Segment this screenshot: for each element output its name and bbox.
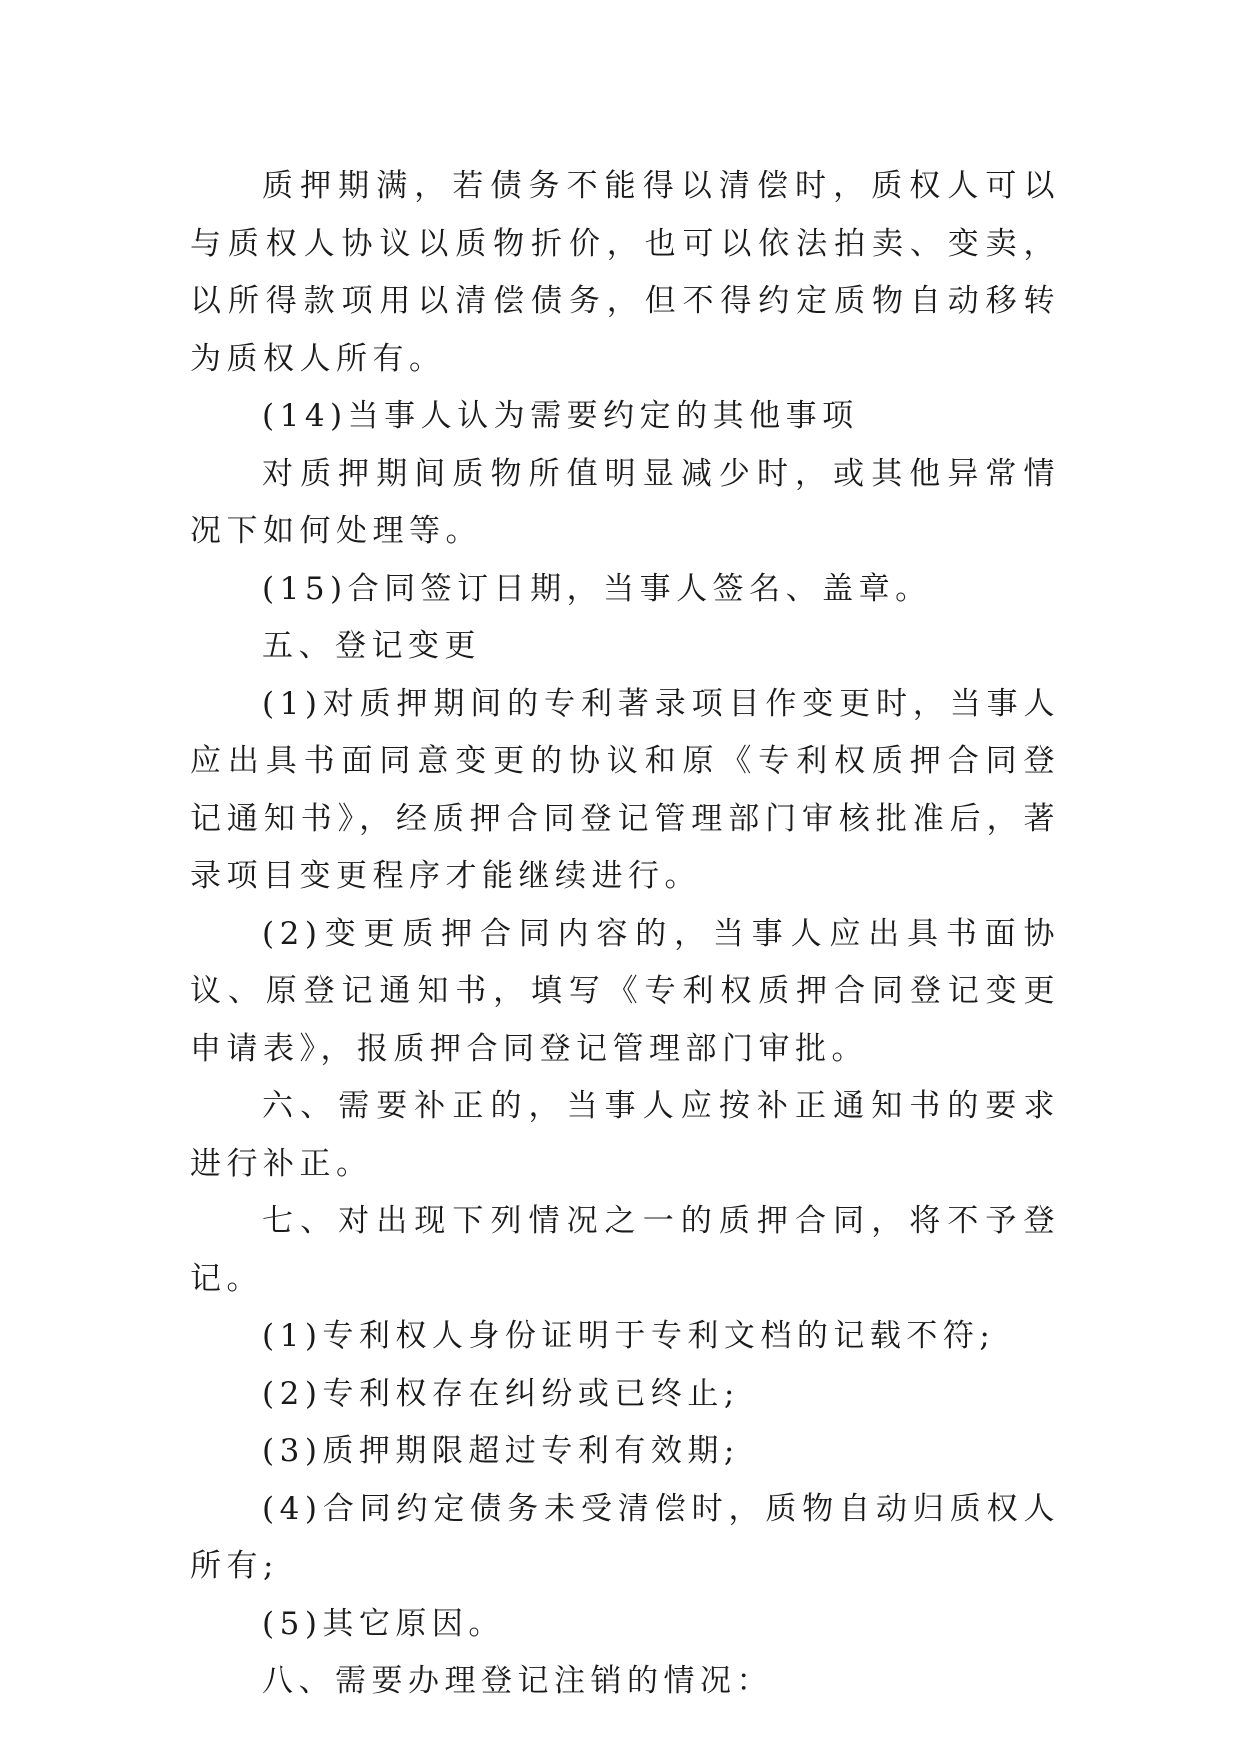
- document-body: [190, 158, 1060, 1711]
- section-heading-8: 八、需要办理登记注销的情况：: [262, 1663, 773, 1699]
- list-item-3: (3)质押期限超过专利有效期;: [262, 1433, 740, 1469]
- paragraph-pledge-expiry: 质押期满，若债务不能得以清偿时，质权人可以与质权人协议以质物折价，也可以依法拍卖、变卖，以所得款项用以清偿债务，但不得约定质物自动移转为质权人所有。: [190, 168, 1060, 377]
- list-item-1: (1)专利权人身份证明于专利文档的记载不符;: [262, 1318, 996, 1354]
- paragraph-change-1: (1)对质押期间的专利著录项目作变更时，当事人应出具书面同意变更的协议和原《专利权质押合同登记通知书》，经质押合同登记管理部门审核批准后，著录项目变更程序才能继续进行。: [190, 685, 1060, 894]
- list-item-4: (4)合同约定债务未受清偿时，质物自动归质权人所有;: [190, 1490, 1060, 1584]
- paragraph-item-15: (15)合同签订日期，当事人签名、盖章。: [262, 570, 932, 607]
- paragraph-change-2: (2)变更质押合同内容的，当事人应出具书面协议、原登记通知书，填写《专利权质押合同登记变更申请表》，报质押合同登记管理部门审批。: [190, 915, 1060, 1067]
- paragraph-item-14-detail: 对质押期间质物所值明显减少时，或其他异常情况下如何处理等。: [190, 455, 1060, 549]
- section-heading-6: 六、需要补正的，当事人应按补正通知书的要求进行补正。: [190, 1088, 1060, 1182]
- list-item-5: (5)其它原因。: [262, 1605, 505, 1642]
- paragraph-item-14: (14)当事人认为需要约定的其他事项: [262, 398, 859, 434]
- section-heading-7: 七、对出现下列情况之一的质押合同，将不予登记。: [190, 1203, 1060, 1297]
- list-item-2: (2)专利权存在纠纷或已终止;: [262, 1375, 740, 1412]
- section-heading-5: 五、登记变更: [262, 628, 481, 664]
